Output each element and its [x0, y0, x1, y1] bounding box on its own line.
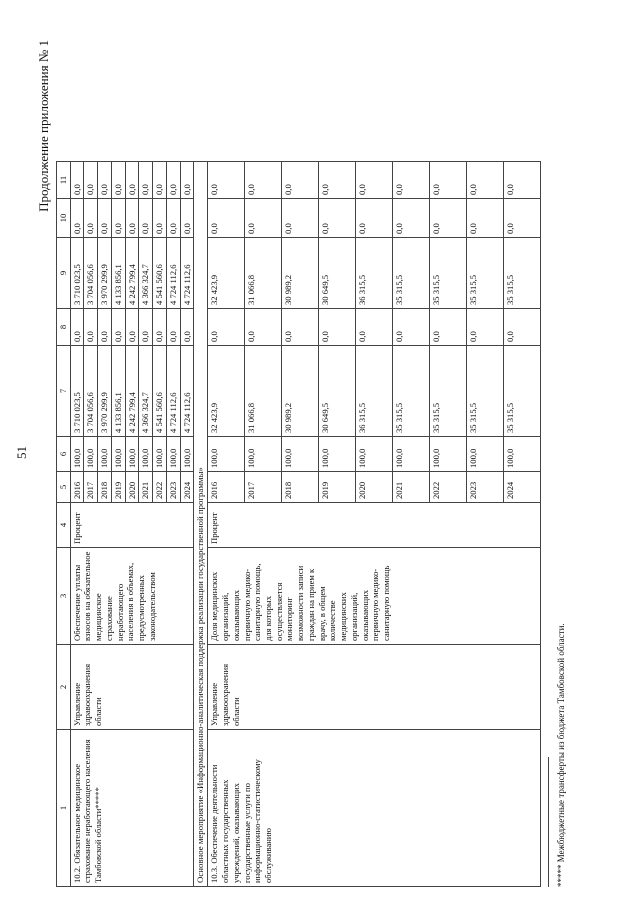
cell-c9: 35 315,5: [504, 238, 541, 309]
cell-c7: 30 989,2: [282, 346, 319, 437]
cell-c7: 35 315,5: [467, 346, 504, 437]
footnote-divider: [548, 757, 549, 887]
cell-c6: 100,0: [356, 437, 393, 472]
cell-c8: 0,0: [125, 309, 139, 346]
indicator-cell: Обеспечение уплаты взносов на обязательное медицинское страхование неработающего населения в объемах, предусмотренных законодательством: [70, 548, 194, 645]
cell-c9: 4 242 799,4: [125, 238, 139, 309]
cell-c7: 35 315,5: [430, 346, 467, 437]
cell-year: 2023: [166, 472, 180, 503]
cell-c6: 100,0: [125, 437, 139, 472]
cell-c9: 4 541 560,6: [153, 238, 167, 309]
cell-c6: 100,0: [139, 437, 153, 472]
cell-c6: 100,0: [166, 437, 180, 472]
cell-c10: 0,0: [208, 199, 245, 238]
header-cell: 1: [57, 730, 71, 887]
cell-c11: 0,0: [504, 162, 541, 199]
cell-c7: 4 541 560,6: [153, 346, 167, 437]
cell-year: 2017: [245, 472, 282, 503]
cell-c11: 0,0: [70, 162, 84, 199]
cell-c6: 100,0: [282, 437, 319, 472]
executor-cell: Управление здравоохранения области: [70, 645, 194, 730]
cell-c11: 0,0: [467, 162, 504, 199]
cell-c11: 0,0: [98, 162, 112, 199]
header-cell: 4: [57, 503, 71, 548]
cell-c6: 100,0: [245, 437, 282, 472]
cell-c7: 3 710 023,5: [70, 346, 84, 437]
cell-c9: 35 315,5: [393, 238, 430, 309]
cell-c6: 100,0: [98, 437, 112, 472]
cell-c7: 30 649,5: [319, 346, 356, 437]
cell-c8: 0,0: [430, 309, 467, 346]
header-cell: 3: [57, 548, 71, 645]
cell-c8: 0,0: [139, 309, 153, 346]
cell-c10: 0,0: [139, 199, 153, 238]
block-10-3: [208, 162, 541, 887]
cell-c8: 0,0: [245, 309, 282, 346]
cell-year: 2019: [111, 472, 125, 503]
cell-c10: 0,0: [111, 199, 125, 238]
cell-c7: 3 970 299,9: [98, 346, 112, 437]
cell-c11: 0,0: [139, 162, 153, 199]
cell-c10: 0,0: [504, 199, 541, 238]
page-number: 51: [14, 446, 29, 459]
cell-c9: 30 989,2: [282, 238, 319, 309]
cell-c6: 100,0: [208, 437, 245, 472]
cell-c9: 36 315,5: [356, 238, 393, 309]
cell-c8: 0,0: [467, 309, 504, 346]
cell-c8: 0,0: [166, 309, 180, 346]
cell-c11: 0,0: [111, 162, 125, 199]
cell-c10: 0,0: [166, 199, 180, 238]
cell-c11: 0,0: [208, 162, 245, 199]
cell-c11: 0,0: [430, 162, 467, 199]
header-cell: 10: [57, 199, 71, 238]
cell-c10: 0,0: [467, 199, 504, 238]
cell-year: 2024: [504, 472, 541, 503]
cell-c8: 0,0: [282, 309, 319, 346]
cell-c9: 4 724 112,6: [166, 238, 180, 309]
header-row: [57, 162, 71, 887]
cell-c8: 0,0: [84, 309, 98, 346]
cell-c11: 0,0: [245, 162, 282, 199]
cell-c11: 0,0: [319, 162, 356, 199]
unit-cell: Процент: [208, 503, 541, 548]
cell-c9: 30 649,5: [319, 238, 356, 309]
cell-c8: 0,0: [504, 309, 541, 346]
cell-c10: 0,0: [70, 199, 84, 238]
cell-c11: 0,0: [166, 162, 180, 199]
cell-c7: 4 242 799,4: [125, 346, 139, 437]
executor-cell: Управление здравоохранения области: [208, 645, 541, 730]
header-cell: 5: [57, 472, 71, 503]
cell-c6: 100,0: [504, 437, 541, 472]
cell-c7: 3 704 056,6: [84, 346, 98, 437]
header-cell: 2: [57, 645, 71, 730]
cell-c10: 0,0: [98, 199, 112, 238]
cell-c6: 100,0: [393, 437, 430, 472]
row-name: 10.3. Обеспечение деятельности областных государственных учреждений, оказывающих государственные услуги по информационно-статистическому обслуживанию: [208, 730, 541, 887]
cell-c7: 31 066,8: [245, 346, 282, 437]
continuation-title: Продолжение приложения № 1: [36, 40, 51, 212]
cell-c9: 4 133 856,1: [111, 238, 125, 309]
cell-c11: 0,0: [356, 162, 393, 199]
cell-year: 2022: [153, 472, 167, 503]
cell-c7: 4 133 856,1: [111, 346, 125, 437]
cell-c7: 35 315,5: [393, 346, 430, 437]
cell-c10: 0,0: [125, 199, 139, 238]
cell-c10: 0,0: [319, 199, 356, 238]
header-cell: 11: [57, 162, 71, 199]
cell-c7: 4 366 324,7: [139, 346, 153, 437]
cell-c8: 0,0: [153, 309, 167, 346]
cell-c9: 3 710 023,5: [70, 238, 84, 309]
cell-c8: 0,0: [70, 309, 84, 346]
cell-c9: 3 704 056,6: [84, 238, 98, 309]
cell-c6: 100,0: [111, 437, 125, 472]
cell-c7: 4 724 112,6: [166, 346, 180, 437]
cell-c9: 4 724 112,6: [180, 238, 194, 309]
program-table: [56, 161, 541, 887]
cell-c7: 32 423,9: [208, 346, 245, 437]
table-row: [208, 162, 245, 887]
table-row: [70, 162, 84, 887]
cell-year: 2018: [98, 472, 112, 503]
header-cell: 8: [57, 309, 71, 346]
cell-c8: 0,0: [208, 309, 245, 346]
footnote: ***** Межбюджетные трансферты из бюджета Тамбовской области.: [556, 623, 566, 887]
cell-c6: 100,0: [319, 437, 356, 472]
cell-c6: 100,0: [467, 437, 504, 472]
cell-c6: 100,0: [180, 437, 194, 472]
cell-c9: 3 970 299,9: [98, 238, 112, 309]
cell-c10: 0,0: [282, 199, 319, 238]
cell-c11: 0,0: [125, 162, 139, 199]
cell-c11: 0,0: [84, 162, 98, 199]
cell-year: 2016: [208, 472, 245, 503]
block-10-2: [70, 162, 194, 887]
cell-year: 2024: [180, 472, 194, 503]
cell-year: 2021: [139, 472, 153, 503]
cell-c8: 0,0: [98, 309, 112, 346]
cell-c8: 0,0: [393, 309, 430, 346]
cell-c6: 100,0: [153, 437, 167, 472]
cell-c11: 0,0: [393, 162, 430, 199]
cell-c11: 0,0: [153, 162, 167, 199]
cell-c6: 100,0: [84, 437, 98, 472]
cell-c8: 0,0: [180, 309, 194, 346]
cell-c7: 4 724 112,6: [180, 346, 194, 437]
header-cell: 6: [57, 437, 71, 472]
cell-c8: 0,0: [319, 309, 356, 346]
header-cell: 7: [57, 346, 71, 437]
cell-c6: 100,0: [430, 437, 467, 472]
cell-year: 2020: [125, 472, 139, 503]
cell-year: 2022: [430, 472, 467, 503]
cell-year: 2016: [70, 472, 84, 503]
cell-c11: 0,0: [282, 162, 319, 199]
cell-c10: 0,0: [430, 199, 467, 238]
cell-c9: 35 315,5: [430, 238, 467, 309]
cell-c11: 0,0: [180, 162, 194, 199]
cell-c9: 31 066,8: [245, 238, 282, 309]
cell-c7: 36 315,5: [356, 346, 393, 437]
cell-c10: 0,0: [84, 199, 98, 238]
cell-year: 2023: [467, 472, 504, 503]
cell-year: 2020: [356, 472, 393, 503]
indicator-cell: Доля медицинских организаций, оказывающих первичную медико-санитарную помощь, для которых осуществляется мониторинг возможности записи граждан на прием к врачу, в общем количестве медицинских организаций, оказывающих первичную медико-санитарную помощь: [208, 548, 541, 645]
cell-year: 2017: [84, 472, 98, 503]
cell-year: 2018: [282, 472, 319, 503]
cell-c7: 35 315,5: [504, 346, 541, 437]
header-cell: 9: [57, 238, 71, 309]
cell-c9: 4 366 324,7: [139, 238, 153, 309]
cell-c8: 0,0: [356, 309, 393, 346]
cell-c10: 0,0: [153, 199, 167, 238]
cell-c9: 35 315,5: [467, 238, 504, 309]
section-title: Основное мероприятие «Информационно-аналитическая поддержка реализации государственной программы»: [194, 162, 208, 887]
row-name: 10.2. Обязательное медицинское страхование неработающего населения Тамбовской области*****: [70, 730, 194, 887]
cell-c9: 32 423,9: [208, 238, 245, 309]
section-row: [194, 162, 208, 887]
cell-c6: 100,0: [70, 437, 84, 472]
cell-c10: 0,0: [180, 199, 194, 238]
cell-year: 2019: [319, 472, 356, 503]
cell-c8: 0,0: [111, 309, 125, 346]
unit-cell: Процент: [70, 503, 194, 548]
cell-year: 2021: [393, 472, 430, 503]
cell-c10: 0,0: [393, 199, 430, 238]
cell-c10: 0,0: [356, 199, 393, 238]
cell-c10: 0,0: [245, 199, 282, 238]
